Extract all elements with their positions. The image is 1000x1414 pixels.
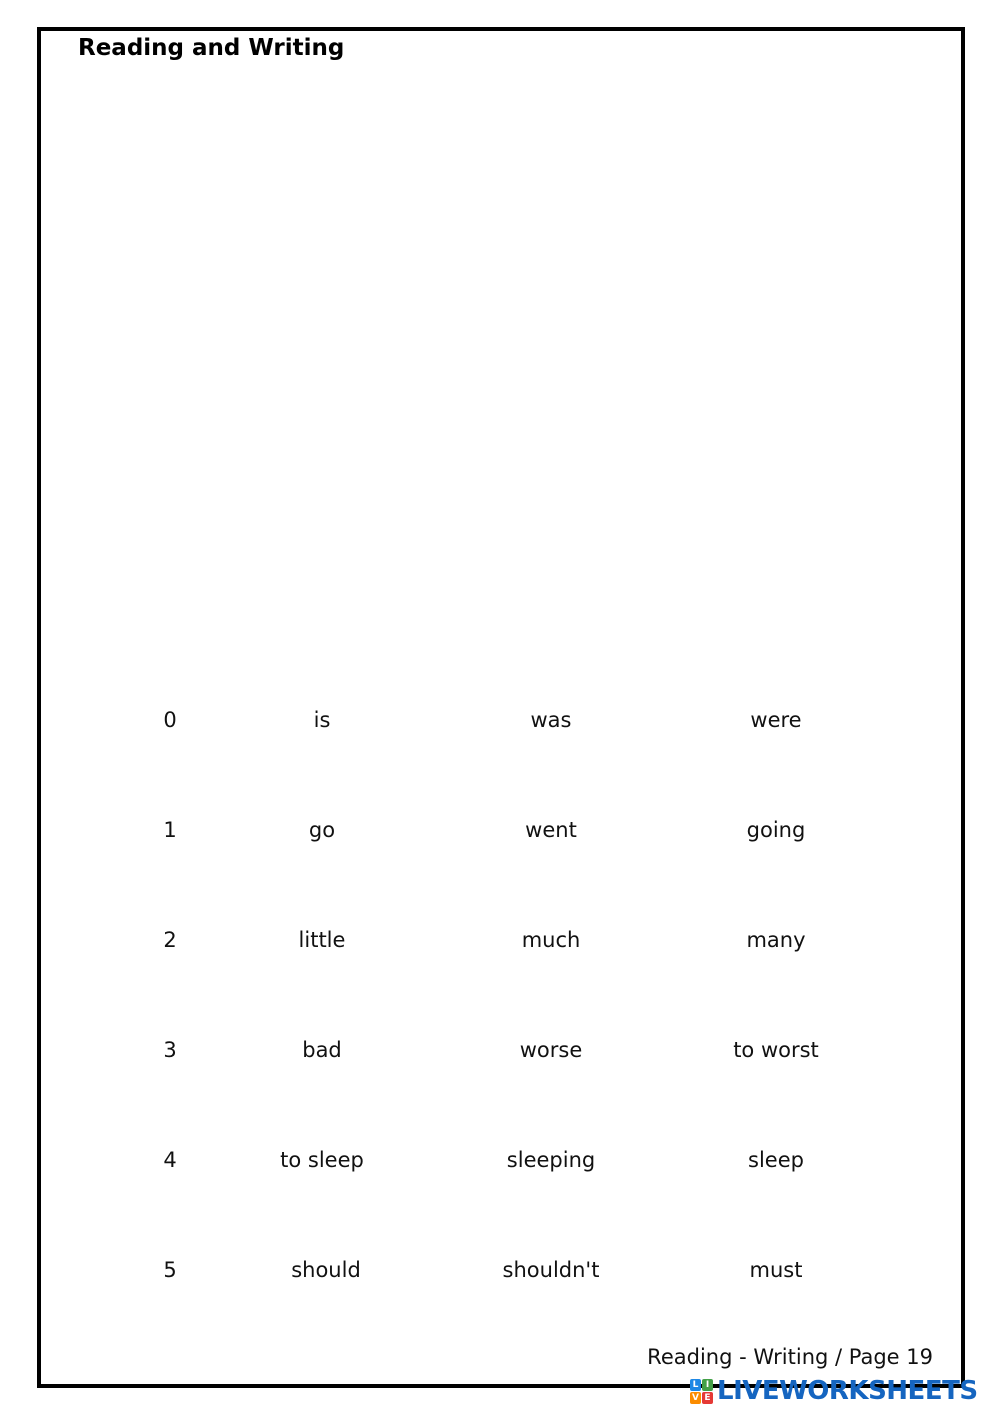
logo-letter: E (702, 1392, 713, 1404)
option-1[interactable]: bad (302, 1038, 342, 1062)
question-row (0, 1035, 1000, 1065)
logo-wordmark: LIVEWORKSHEETS (717, 1376, 978, 1406)
question-row (0, 705, 1000, 735)
question-number: 0 (163, 708, 177, 732)
option-1[interactable]: should (291, 1258, 361, 1282)
option-2[interactable]: went (525, 818, 577, 842)
logo-letter: L (690, 1379, 701, 1391)
question-number: 3 (163, 1038, 177, 1062)
logo-mark-icon (690, 1379, 713, 1404)
option-2[interactable]: was (530, 708, 572, 732)
option-2[interactable]: shouldn't (502, 1258, 600, 1282)
option-2[interactable]: much (521, 928, 581, 952)
question-number: 5 (163, 1258, 177, 1282)
question-row (0, 1255, 1000, 1285)
option-1[interactable]: to sleep (280, 1148, 364, 1172)
option-3[interactable]: sleep (748, 1148, 804, 1172)
question-number: 1 (163, 818, 177, 842)
logo-letter: I (702, 1379, 713, 1391)
question-row (0, 815, 1000, 845)
option-3[interactable]: going (746, 818, 806, 842)
option-3[interactable]: to worst (733, 1038, 819, 1062)
option-3[interactable]: must (749, 1258, 803, 1282)
option-1[interactable]: little (298, 928, 346, 952)
liveworksheets-logo (690, 1376, 978, 1406)
question-number: 2 (163, 928, 177, 952)
question-row (0, 1145, 1000, 1175)
option-2[interactable]: sleeping (506, 1148, 596, 1172)
question-row (0, 925, 1000, 955)
option-3[interactable]: were (750, 708, 802, 732)
option-3[interactable]: many (746, 928, 806, 952)
question-number: 4 (163, 1148, 177, 1172)
page-footer: Reading - Writing / Page 19 (647, 1345, 933, 1369)
option-1[interactable]: go (308, 818, 336, 842)
option-2[interactable]: worse (519, 1038, 583, 1062)
page-title: Reading and Writing (78, 35, 345, 61)
option-1[interactable]: is (313, 708, 331, 732)
logo-letter: V (690, 1392, 701, 1404)
